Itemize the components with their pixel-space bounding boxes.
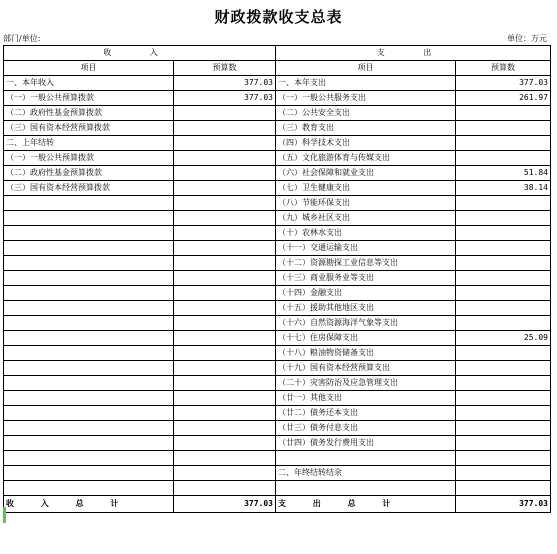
expense-item-cell[interactable]: （六）社会保障和就业支出 — [276, 166, 456, 181]
income-item-cell[interactable] — [4, 361, 174, 376]
income-value-cell[interactable] — [174, 316, 276, 331]
income-value-cell[interactable] — [174, 106, 276, 121]
expense-value-cell[interactable]: 38.14 — [456, 181, 551, 196]
expense-item-cell[interactable] — [276, 451, 456, 466]
income-value-cell[interactable]: 377.03 — [174, 76, 276, 91]
income-value-cell[interactable] — [174, 271, 276, 286]
income-item-cell[interactable]: （一）一般公共预算拨款 — [4, 151, 174, 166]
income-item-cell[interactable]: （一）一般公共预算拨款 — [4, 91, 174, 106]
table-row — [4, 196, 551, 211]
expense-value-cell[interactable] — [456, 316, 551, 331]
expense-item-cell[interactable]: （廿三）债务付息支出 — [276, 421, 456, 436]
expense-item-cell[interactable]: （三）教育支出 — [276, 121, 456, 136]
income-item-cell[interactable]: 二、上年结转 — [4, 136, 174, 151]
expense-budget-header: 预算数 — [456, 61, 551, 76]
expense-item-cell[interactable]: （廿一）其他支出 — [276, 391, 456, 406]
income-item-cell[interactable] — [4, 376, 174, 391]
expense-item-cell[interactable]: 一、本年支出 — [276, 76, 456, 91]
table-row — [4, 106, 551, 121]
table-row — [4, 421, 551, 436]
income-item-cell[interactable] — [4, 466, 174, 481]
expense-item-cell[interactable]: （五）文化旅游体育与传媒支出 — [276, 151, 456, 166]
expense-item-cell[interactable]: （十）农林水支出 — [276, 226, 456, 241]
income-item-cell[interactable] — [4, 406, 174, 421]
expense-value-cell[interactable] — [456, 436, 551, 451]
income-value-cell[interactable] — [174, 151, 276, 166]
table-row — [4, 286, 551, 301]
expense-value-cell[interactable] — [456, 466, 551, 481]
expense-value-cell[interactable] — [456, 346, 551, 361]
table-row — [4, 136, 551, 151]
table-row — [4, 91, 551, 106]
table-row — [4, 346, 551, 361]
expense-value-cell[interactable]: 51.84 — [456, 166, 551, 181]
expense-item-cell[interactable]: （十四）金融支出 — [276, 286, 456, 301]
income-item-cell[interactable] — [4, 256, 174, 271]
income-item-cell[interactable] — [4, 241, 174, 256]
expense-value-cell[interactable] — [456, 376, 551, 391]
income-item-cell[interactable]: （二）政府性基金预算拨款 — [4, 106, 174, 121]
expense-item-cell[interactable]: （八）节能环保支出 — [276, 196, 456, 211]
expense-section-header: 支 出 — [276, 46, 551, 61]
income-item-cell[interactable] — [4, 436, 174, 451]
income-item-cell[interactable] — [4, 226, 174, 241]
table-row — [4, 121, 551, 136]
table-row — [4, 451, 551, 466]
income-value-cell[interactable] — [174, 376, 276, 391]
table-row — [4, 301, 551, 316]
expense-item-cell[interactable]: （二）公共安全支出 — [276, 106, 456, 121]
income-value-cell[interactable] — [174, 286, 276, 301]
expense-item-cell[interactable]: （十一）交通运输支出 — [276, 241, 456, 256]
expense-item-cell[interactable]: （十九）国有资本经营预算支出 — [276, 361, 456, 376]
income-value-cell[interactable] — [174, 466, 276, 481]
expense-value-cell[interactable] — [456, 136, 551, 151]
expense-value-cell[interactable]: 261.97 — [456, 91, 551, 106]
section-header-row — [4, 46, 551, 61]
expense-value-cell[interactable] — [456, 301, 551, 316]
column-header-row — [4, 61, 551, 76]
table-row — [4, 271, 551, 286]
expense-total-value[interactable]: 377.03 — [456, 496, 551, 513]
income-value-cell[interactable] — [174, 226, 276, 241]
expense-item-cell[interactable]: （十八）粮油物资储备支出 — [276, 346, 456, 361]
expense-value-cell[interactable] — [456, 361, 551, 376]
department-label: 部门/单位: — [3, 34, 41, 43]
income-item-cell[interactable] — [4, 481, 174, 496]
table-row — [4, 241, 551, 256]
income-item-cell[interactable] — [4, 316, 174, 331]
page-title: 财政拨款收支总表 — [214, 8, 343, 26]
income-value-cell[interactable] — [174, 196, 276, 211]
table-row — [4, 406, 551, 421]
expense-value-cell[interactable] — [456, 391, 551, 406]
expense-item-cell[interactable]: （二十）灾害防治及应急管理支出 — [276, 376, 456, 391]
expense-value-cell[interactable] — [456, 121, 551, 136]
expense-value-cell[interactable] — [456, 421, 551, 436]
income-value-cell[interactable] — [174, 421, 276, 436]
expense-item-cell[interactable]: （十三）商业服务业等支出 — [276, 271, 456, 286]
income-item-cell[interactable] — [4, 346, 174, 361]
expense-value-cell[interactable] — [456, 481, 551, 496]
income-value-cell[interactable] — [174, 346, 276, 361]
expense-item-cell[interactable]: （七）卫生健康支出 — [276, 181, 456, 196]
income-item-cell[interactable]: （二）政府性基金预算拨款 — [4, 166, 174, 181]
income-value-cell[interactable] — [174, 391, 276, 406]
income-item-cell[interactable] — [4, 271, 174, 286]
income-section-header: 收 入 — [4, 46, 276, 61]
expense-total-label[interactable]: 支 出 总 计 — [276, 496, 456, 513]
income-item-cell[interactable] — [4, 391, 174, 406]
expense-value-cell[interactable]: 377.03 — [456, 76, 551, 91]
income-value-cell[interactable] — [174, 136, 276, 151]
expense-item-cell[interactable]: （十七）住房保障支出 — [276, 331, 456, 346]
expense-item-cell[interactable]: （九）城乡社区支出 — [276, 211, 456, 226]
income-value-cell[interactable] — [174, 481, 276, 496]
income-item-cell[interactable]: 一、本年收入 — [4, 76, 174, 91]
table-row — [4, 166, 551, 181]
expense-item-cell[interactable]: （十六）自然资源海洋气象等支出 — [276, 316, 456, 331]
expense-value-cell[interactable] — [456, 451, 551, 466]
income-value-cell[interactable] — [174, 181, 276, 196]
table-row — [4, 256, 551, 271]
income-value-cell[interactable] — [174, 211, 276, 226]
table-row — [4, 331, 551, 346]
expense-value-cell[interactable] — [456, 406, 551, 421]
expense-item-cell[interactable]: （一）一般公共服务支出 — [276, 91, 456, 106]
income-value-cell[interactable] — [174, 256, 276, 271]
income-value-cell[interactable] — [174, 166, 276, 181]
income-value-cell[interactable] — [174, 436, 276, 451]
total-row — [4, 496, 551, 513]
income-value-cell[interactable] — [174, 331, 276, 346]
income-total-label[interactable]: 收 入 总 计 — [4, 496, 174, 513]
expense-value-cell[interactable] — [456, 211, 551, 226]
table-row — [4, 151, 551, 166]
income-item-cell[interactable] — [4, 451, 174, 466]
expense-item-cell[interactable]: （四）科学技术支出 — [276, 136, 456, 151]
expense-value-cell[interactable] — [456, 241, 551, 256]
budget-table — [3, 45, 551, 513]
cell-selection-marker — [3, 507, 6, 523]
table-row — [4, 466, 551, 481]
income-item-cell[interactable] — [4, 331, 174, 346]
income-item-header: 项目 — [4, 61, 174, 76]
expense-value-cell[interactable] — [456, 271, 551, 286]
table-row — [4, 76, 551, 91]
expense-value-cell[interactable]: 25.09 — [456, 331, 551, 346]
table-row — [4, 376, 551, 391]
income-item-cell[interactable] — [4, 196, 174, 211]
income-value-cell[interactable]: 377.03 — [174, 91, 276, 106]
income-item-cell[interactable]: （三）国有资本经营预算拨款 — [4, 121, 174, 136]
income-total-value[interactable]: 377.03 — [174, 496, 276, 513]
table-row — [4, 361, 551, 376]
income-item-cell[interactable] — [4, 421, 174, 436]
table-row — [4, 436, 551, 451]
table-row — [4, 316, 551, 331]
expense-item-cell[interactable] — [276, 481, 456, 496]
table-row — [4, 226, 551, 241]
income-value-cell[interactable] — [174, 451, 276, 466]
income-value-cell[interactable] — [174, 241, 276, 256]
expense-value-cell[interactable] — [456, 196, 551, 211]
income-value-cell[interactable] — [174, 301, 276, 316]
expense-item-header: 项目 — [276, 61, 456, 76]
income-item-cell[interactable] — [4, 301, 174, 316]
table-row — [4, 391, 551, 406]
income-value-cell[interactable] — [174, 361, 276, 376]
expense-value-cell[interactable] — [456, 226, 551, 241]
expense-item-cell[interactable]: （廿四）债务发行费用支出 — [276, 436, 456, 451]
expense-item-cell[interactable]: 二、年终结转结余 — [276, 466, 456, 481]
table-row — [4, 481, 551, 496]
unit-label: 单位：万元 — [507, 34, 547, 43]
table-row — [4, 181, 551, 196]
expense-value-cell[interactable] — [456, 106, 551, 121]
expense-value-cell[interactable] — [456, 151, 551, 166]
expense-value-cell[interactable] — [456, 256, 551, 271]
table-row — [4, 211, 551, 226]
income-item-cell[interactable] — [4, 286, 174, 301]
expense-item-cell[interactable]: （十五）援助其他地区支出 — [276, 301, 456, 316]
income-item-cell[interactable]: （三）国有资本经营预算拨款 — [4, 181, 174, 196]
income-item-cell[interactable] — [4, 211, 174, 226]
income-value-cell[interactable] — [174, 121, 276, 136]
expense-item-cell[interactable]: （廿二）债务还本支出 — [276, 406, 456, 421]
income-budget-header: 预算数 — [174, 61, 276, 76]
income-value-cell[interactable] — [174, 406, 276, 421]
expense-value-cell[interactable] — [456, 286, 551, 301]
expense-item-cell[interactable]: （十二）资源勘探工业信息等支出 — [276, 256, 456, 271]
